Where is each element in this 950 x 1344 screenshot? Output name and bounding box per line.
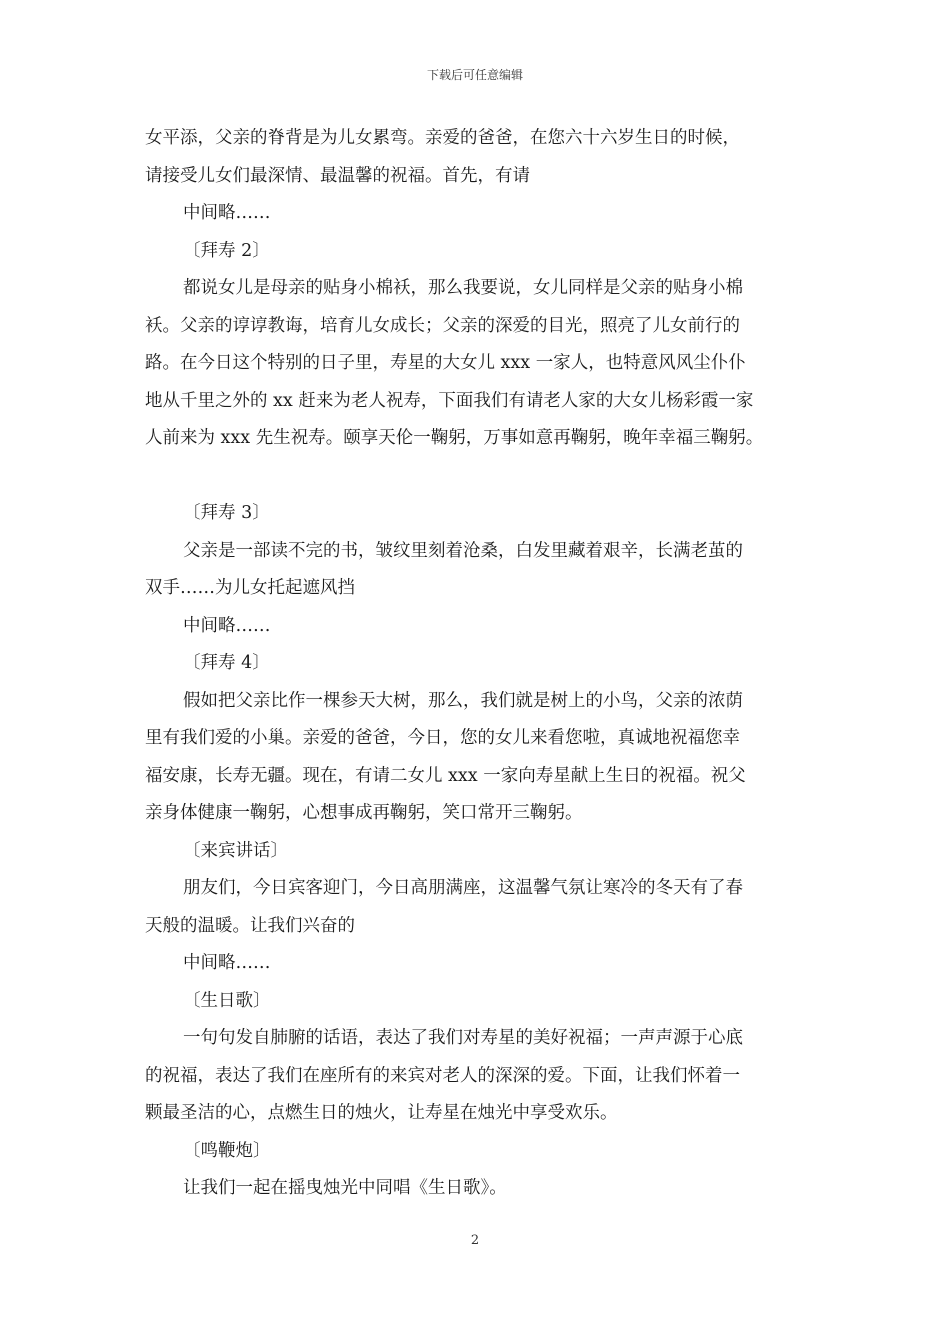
paragraph-line: 路。在今日这个特别的日子里，寿星的大女儿 xxx 一家人，也特意风风尘仆仆: [145, 353, 746, 373]
omitted-note: 中间略……: [183, 203, 271, 223]
paragraph-line: 福安康，长寿无疆。现在，有请二女儿 xxx 一家向寿星献上生日的祝福。祝父: [145, 765, 746, 786]
page-number: 2: [470, 1233, 480, 1248]
paragraph-line: 亲身体健康一鞠躬，心想事成再鞠躬，笑口常开三鞠躬。: [145, 803, 583, 823]
omitted-note: 中间略……: [183, 953, 271, 973]
paragraph-line: 假如把父亲比作一棵参天大树，那么，我们就是树上的小鸟，父亲的浓荫: [183, 690, 743, 711]
paragraph-line: 袄。父亲的谆谆教诲，培育儿女成长；父亲的深爱的目光，照亮了儿女前行的: [145, 315, 740, 336]
paragraph-line: 双手……为儿女托起遮风挡: [145, 578, 355, 598]
paragraph-line: 父亲是一部读不完的书，皱纹里刻着沧桑，白发里藏着艰辛，长满老茧的: [183, 540, 743, 561]
section-heading: 〔鸣鞭炮〕: [183, 1140, 271, 1161]
paragraph-line: 请接受儿女们最深情、最温馨的祝福。首先，有请: [145, 165, 530, 186]
page-header: 下载后可任意编辑: [426, 68, 523, 82]
paragraph-line: 让我们一起在摇曳烛光中同唱《生日歌》。: [183, 1178, 507, 1198]
section-heading: 〔拜寿 3〕: [183, 503, 270, 523]
section-heading: 〔拜寿 2〕: [183, 240, 270, 261]
paragraph-line: 女平添，父亲的脊背是为儿女累弯。亲爱的爸爸，在您六十六岁生日的时候，: [145, 128, 740, 148]
blank-line: [145, 458, 815, 496]
paragraph-line: 朋友们，今日宾客迎门，今日高朋满座，这温馨气氛让寒冷的冬天有了春: [183, 878, 743, 898]
paragraph-line: 人前来为 xxx 先生祝寿。颐享天伦一鞠躬，万事如意再鞠躬，晚年幸福三鞠躬。: [145, 428, 764, 448]
paragraph-line: 地从千里之外的 xx 赶来为老人祝寿，下面我们有请老人家的大女儿杨彩霞一家: [145, 390, 754, 411]
paragraph-line: 都说女儿是母亲的贴身小棉袄，那么我要说，女儿同样是父亲的贴身小棉: [183, 278, 743, 298]
paragraph-line: 里有我们爱的小巢。亲爱的爸爸，今日，您的女儿来看您啦，真诚地祝福您幸: [145, 728, 740, 748]
paragraph-line: 的祝福，表达了我们在座所有的来宾对老人的深深的爱。下面，让我们怀着一: [145, 1065, 740, 1086]
paragraph-line: 天般的温暖。让我们兴奋的: [145, 915, 355, 936]
section-heading: 〔生日歌〕: [183, 990, 271, 1011]
document-body: [145, 120, 815, 1208]
section-heading: 〔拜寿 4〕: [183, 653, 270, 673]
section-heading: 〔来宾讲话〕: [183, 840, 288, 861]
paragraph-line: 颗最圣洁的心，点燃生日的烛火，让寿星在烛光中享受欢乐。: [145, 1103, 618, 1123]
paragraph-line: 一句句发自肺腑的话语，表达了我们对寿星的美好祝福；一声声源于心底: [183, 1028, 743, 1048]
omitted-note: 中间略……: [183, 615, 271, 636]
